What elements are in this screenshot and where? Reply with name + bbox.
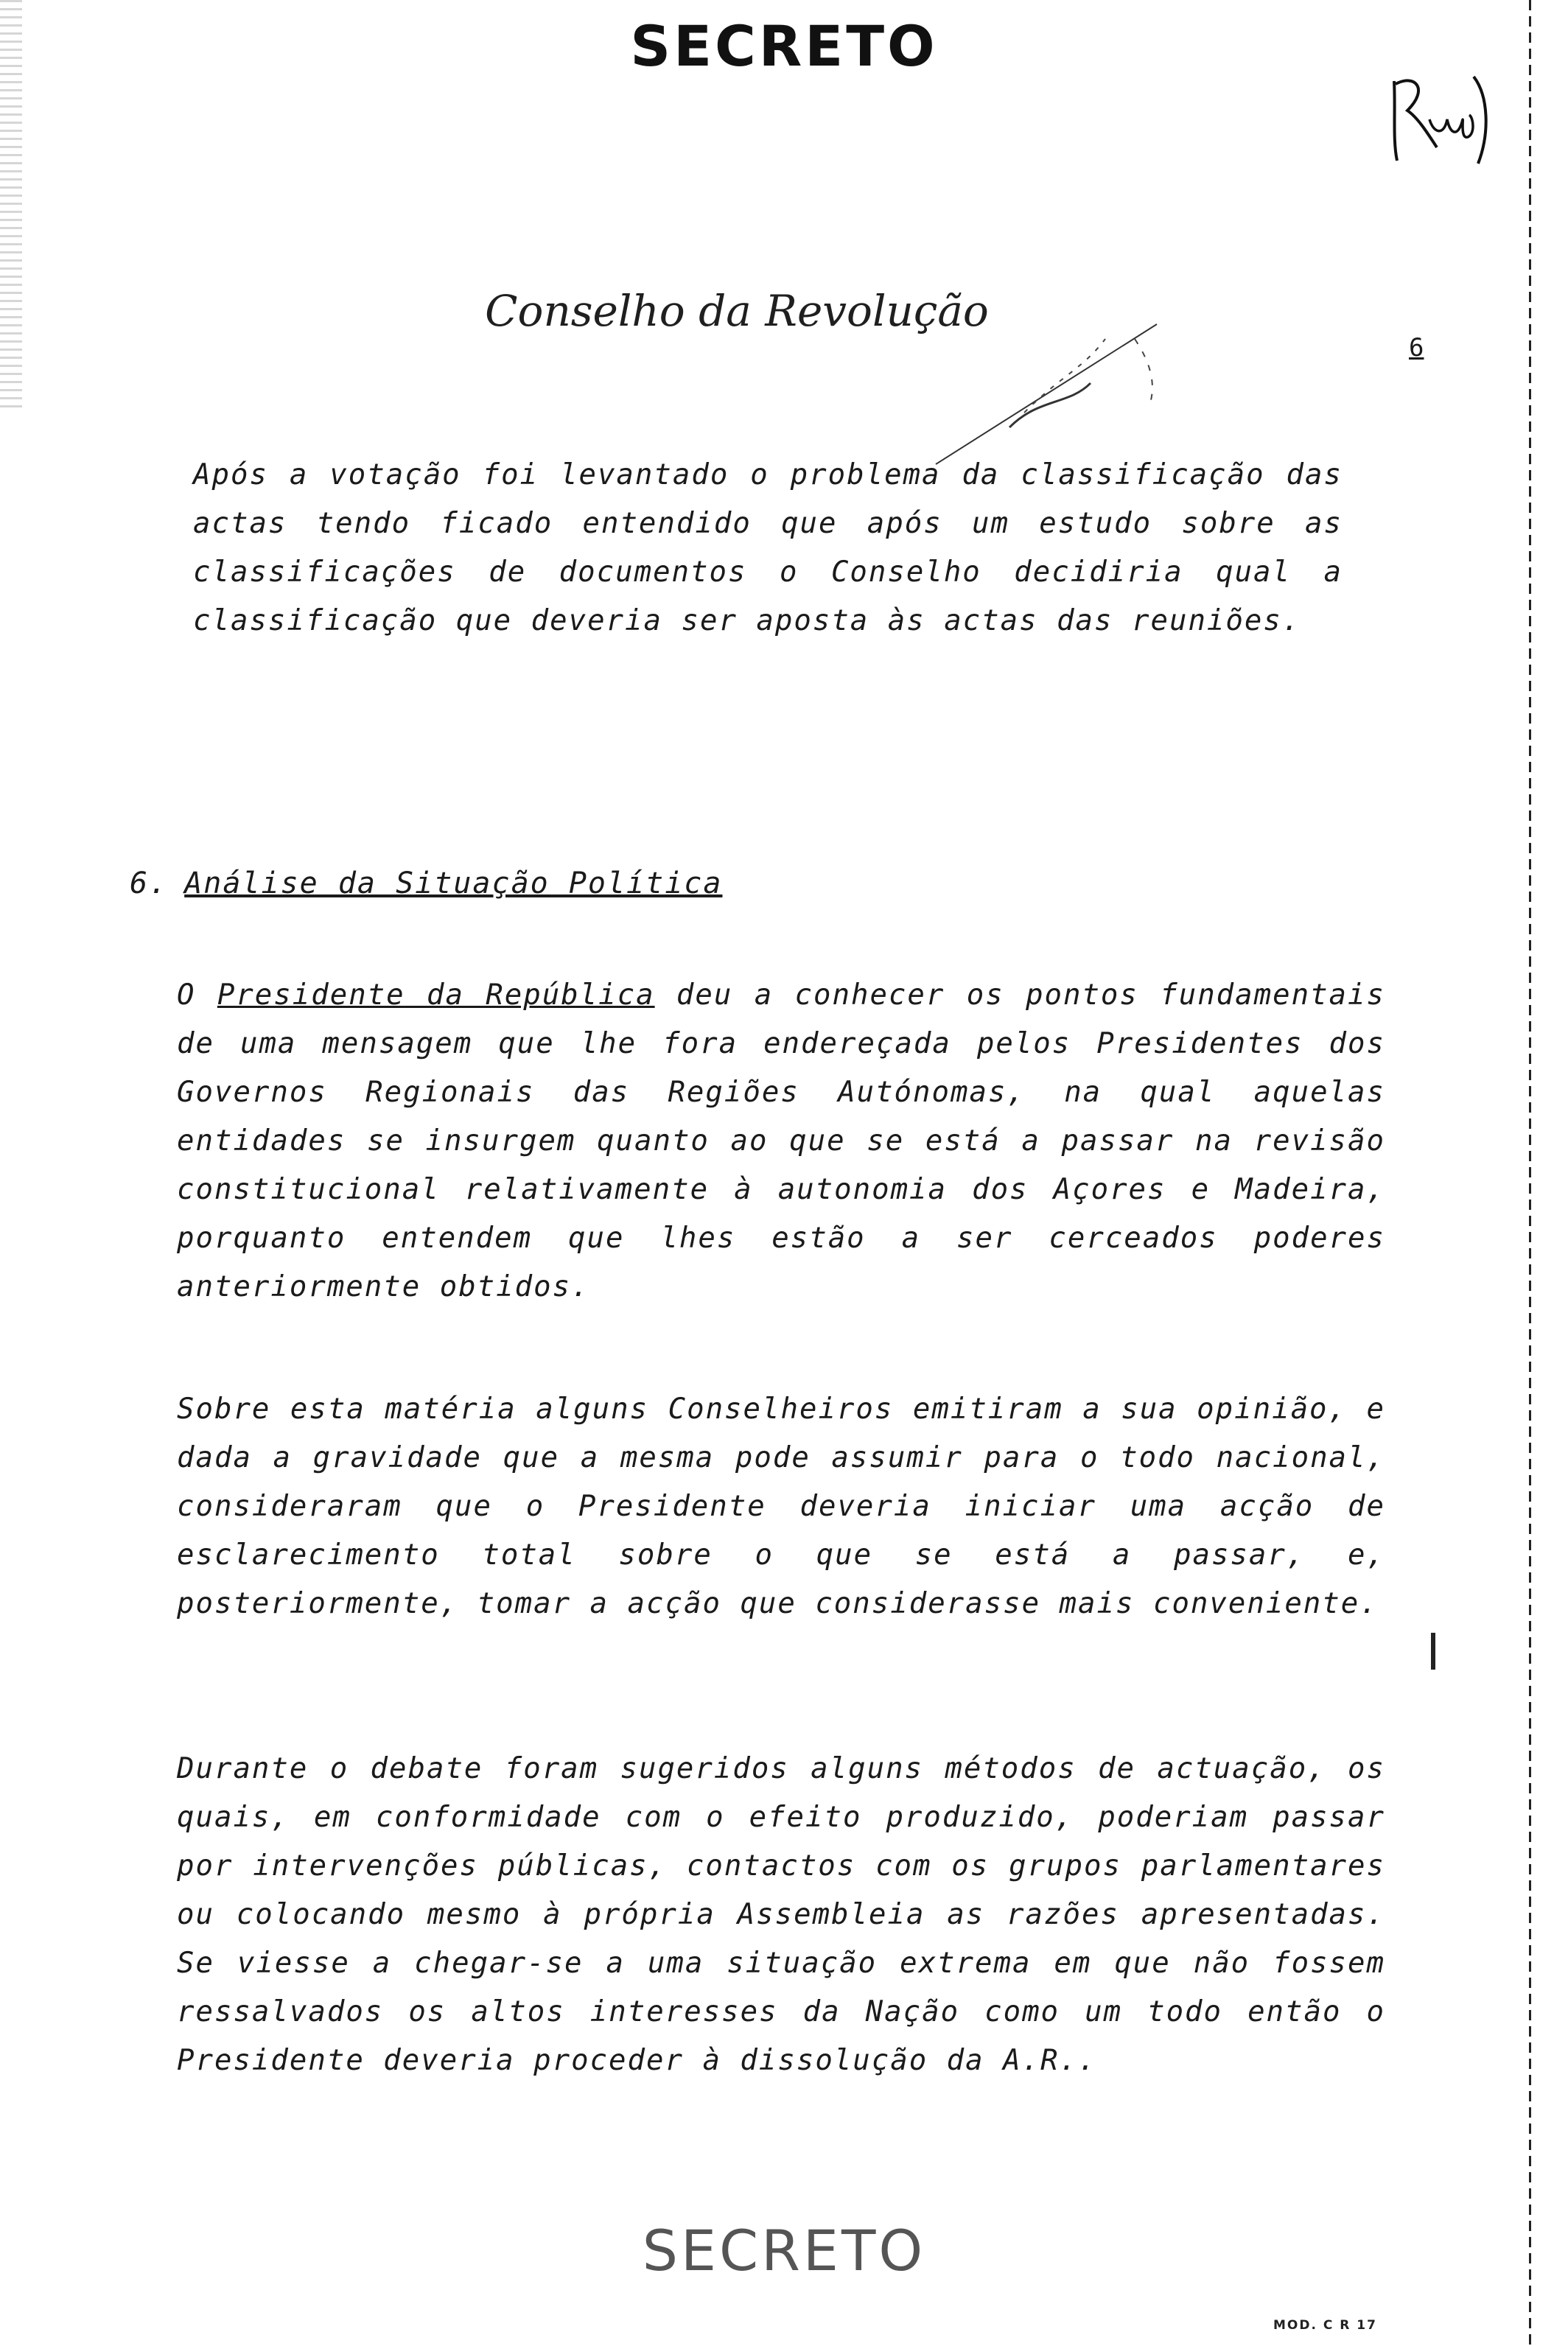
signature-initials xyxy=(1385,66,1496,169)
paragraph-subject: Presidente da República xyxy=(217,978,655,1012)
document-heading: Conselho da Revolução xyxy=(485,286,989,336)
scan-edge-right xyxy=(1529,0,1531,2346)
paragraph-presidente xyxy=(177,971,1385,1312)
paragraph-debate: Durante o debate foram sugeridos alguns métodos de actuação, os quais, em conformidade com o efeito produzido, poderiam passar por intervenções públicas, contactos com os grupos parlamentares ou colocando mesmo à própria Assembleia as razões apresentadas. Se viesse a chegar-se a uma situação extrema em que não fossem ressalvados os altos interesses da Nação como um todo então o Presidente deveria proceder à dissolução da A.R.. xyxy=(177,1752,1385,2077)
classification-stamp-top: SECRETO xyxy=(630,13,938,79)
classification-stamp-bottom: SECRETO xyxy=(642,2218,926,2283)
paragraph-classification: Após a votação foi levantado o problema da classificação das actas tendo ficado entendido que após um estudo sobre as classificações de documentos o Conselho decidiria qual a classificação que deveria ser aposta às actas das reuniões. xyxy=(193,458,1343,637)
form-code: MOD. C R 17 xyxy=(1273,2318,1377,2333)
section-heading xyxy=(130,866,722,900)
section-title: Análise da Situação Política xyxy=(184,866,723,900)
paragraph-rest: deu a conhecer os pontos fundamentais de uma mensagem que lhe fora endereçada pelos Presidentes dos Governos Regionais das Regiões Autónomas, na qual aquelas entidades se insurgem quanto ao que se está a passar na revisão constitucional relativamente à autonomia dos Açores e Madeira, porquanto entendem que lhes estão a ser cerceados poderes anteriormente obtidos. xyxy=(177,978,1385,1303)
paragraph-conselheiros: Sobre esta matéria alguns Conselheiros emitiram a sua opinião, e dada a gravidade que a mesma pode assumir para o todo nacional, consideraram que o Presidente deveria iniciar uma acção de esclarecimento total sobre o que se está a passar, e, posteriormente, tomar a acção que considerasse mais conveniente. xyxy=(177,1393,1385,1620)
scan-mark xyxy=(1431,1633,1435,1670)
paragraph-start: O xyxy=(177,978,217,1012)
section-number: 6. xyxy=(130,866,169,900)
page-number: 6 xyxy=(1409,333,1424,363)
